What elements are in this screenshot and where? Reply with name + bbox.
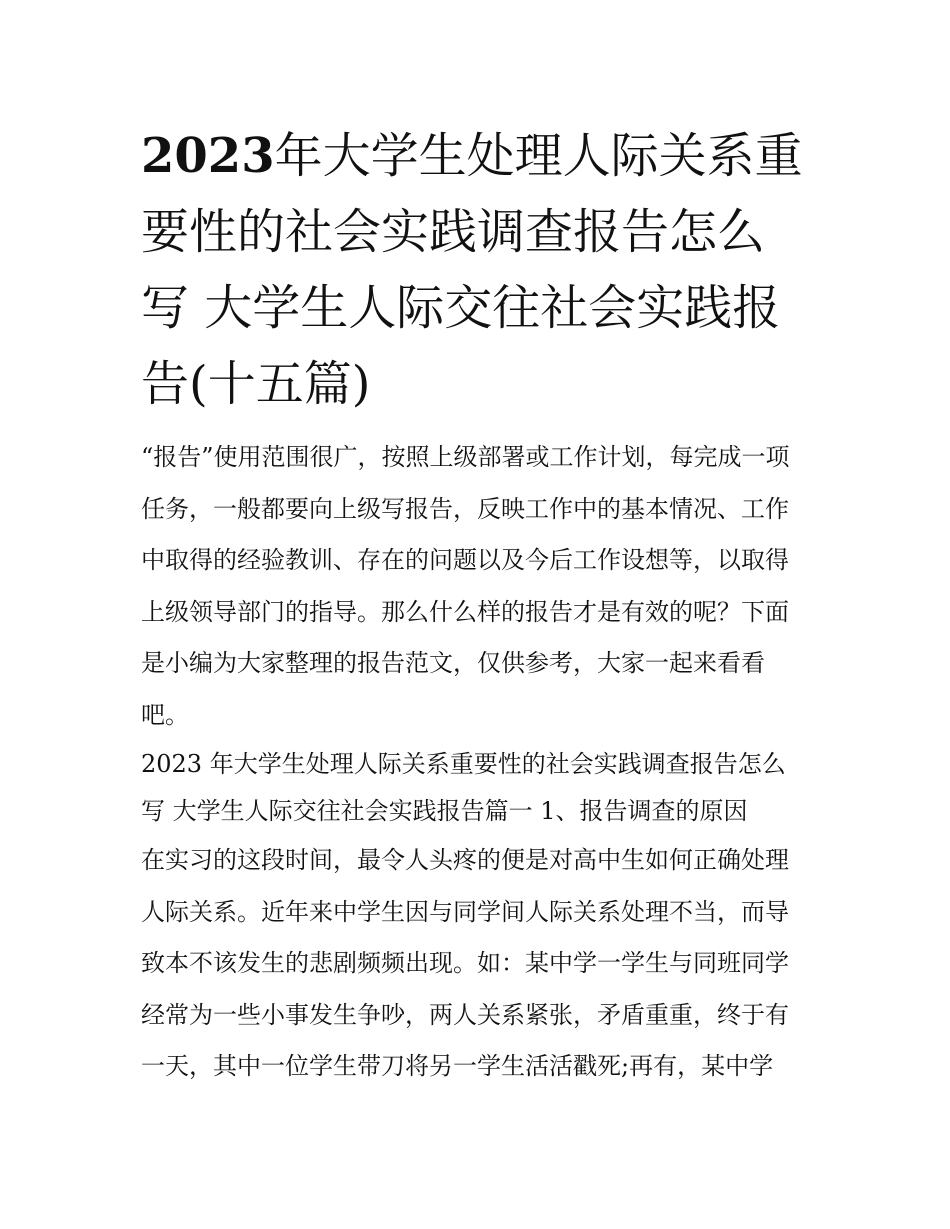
intro-line: 中取得的经验教训、存在的问题以及今后工作设想等，以取得 <box>141 546 789 574</box>
content-line: 经常为一些小事发生争吵，两人关系紧张，矛盾重重，终于有 <box>141 1000 789 1029</box>
intro-line: 上级领导部门的指导。那么什么样的报告才是有效的呢？下面 <box>141 597 789 626</box>
title-line-text: 要性的社会实践调查报告怎么 <box>141 204 766 260</box>
title-line <box>141 270 813 346</box>
title-line-text: 告(十五篇) <box>141 356 371 412</box>
content-line: 一天，其中一位学生带刀将另一学生活活戳死;再有，某中学 <box>141 1052 774 1080</box>
title-line <box>141 118 813 194</box>
intro-line: 吧。 <box>141 700 189 729</box>
title-year: 2023 <box>141 128 275 184</box>
heading-line: 写 大学生人际交往社会实践报告篇一 1、报告调查的原因 <box>141 797 748 825</box>
content-line: 在实习的这段时间，最令人头疼的便是对高中生如何正确处理 <box>141 846 789 874</box>
title-line-text: 写 大学生人际交往社会实践报 <box>141 280 781 336</box>
intro-line: “报告”使用范围很广，按照上级部署或工作计划，每完成一项 <box>141 443 790 471</box>
heading-line: 2023 年大学生处理人际关系重要性的社会实践调查报告怎么 <box>141 750 786 778</box>
title-line <box>141 194 813 270</box>
document-title <box>141 118 813 422</box>
content-paragraph <box>141 835 813 1093</box>
title-line <box>141 346 813 422</box>
section-heading <box>141 741 813 835</box>
intro-paragraph <box>141 432 813 741</box>
intro-line: 任务，一般都要向上级写报告，反映工作中的基本情况、工作 <box>141 494 789 523</box>
content-line: 致本不该发生的悲剧频频出现。如：某中学一学生与同班同学 <box>141 949 789 977</box>
intro-line: 是小编为大家整理的报告范文，仅供参考，大家一起来看看 <box>141 649 765 677</box>
document-body <box>141 432 813 1093</box>
title-line-text: 年大学生处理人际关系重 <box>274 128 803 184</box>
content-line: 人际关系。近年来中学生因与同学间人际关系处理不当，而导 <box>141 897 789 926</box>
